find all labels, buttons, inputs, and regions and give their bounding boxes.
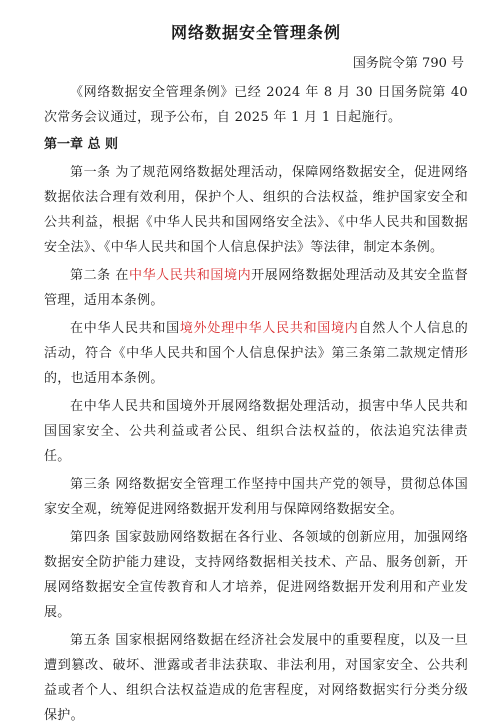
article-2-p1-text-before: 第二条 在	[70, 268, 129, 283]
chapter-heading: 第一章 总 则	[44, 137, 119, 152]
article-2-p2-text-after: 自然人个人信息的活动，符合《中华人民共和国个人信息保护法》第三条第二款规定情形的，也适用本条例。	[44, 321, 469, 386]
article-2-paragraph-2	[44, 316, 468, 391]
article-2-paragraph-3: 在中华人民共和国境外开展网络数据处理活动，损害中华人民共和国国家安全、公共利益或者公民、组织合法权益的，依法追究法律责任。	[44, 399, 468, 464]
article-2-paragraph-1	[44, 263, 468, 313]
article-5: 第五条 国家根据网络数据在经济社会发展中的重要程度，以及一旦遭到篡改、破坏、泄露或者非法获取、非法利用，对国家安全、公共利益或者个人、组织合法权益造成的危害程度，对网络数据实行分类分级保护。	[44, 633, 468, 723]
article-3: 第三条 网络数据安全管理工作坚持中国共产党的领导，贯彻总体国家安全观，统筹促进网络数据开发利用与保障网络数据安全。	[44, 477, 468, 517]
article-4: 第四条 国家鼓励网络数据在各行业、各领域的创新应用，加强网络数据安全防护能力建设，支持网络数据相关技术、产品、服务创新，开展网络数据安全宣传教育和人才培养，促进网络数据开发利用和产业发展。	[44, 530, 468, 620]
decree-number: 国务院令第 790 号	[352, 56, 464, 71]
article-2-p1-text-after: 开展网络数据处理活动及其安全监督管理，适用本条例。	[44, 268, 468, 308]
article-2-p1-highlight: 中华人民共和国境内	[129, 268, 252, 283]
article-2-p2-text-before: 在中华人民共和国	[70, 321, 180, 336]
article-2-p2-highlight: 境外处理中华人民共和国境内	[179, 321, 359, 336]
document-title: 网络数据安全管理条例	[170, 23, 341, 42]
preamble-paragraph: 《网络数据安全管理条例》已经 2024 年 8 月 30 日国务院第 40 次常务会议通过，现予公布，自 2025 年 1 月 1 日起施行。	[44, 85, 468, 125]
article-1: 第一条 为了规范网络数据处理活动，保障网络数据安全，促进网络数据依法合理有效利用，保护个人、组织的合法权益，维护国家安全和公共利益，根据《中华人民共和国网络安全法》、《中华人民共和国数据安全法》、《中华人民共和国个人信息保护法》等法律，制定本条例。	[44, 165, 468, 255]
